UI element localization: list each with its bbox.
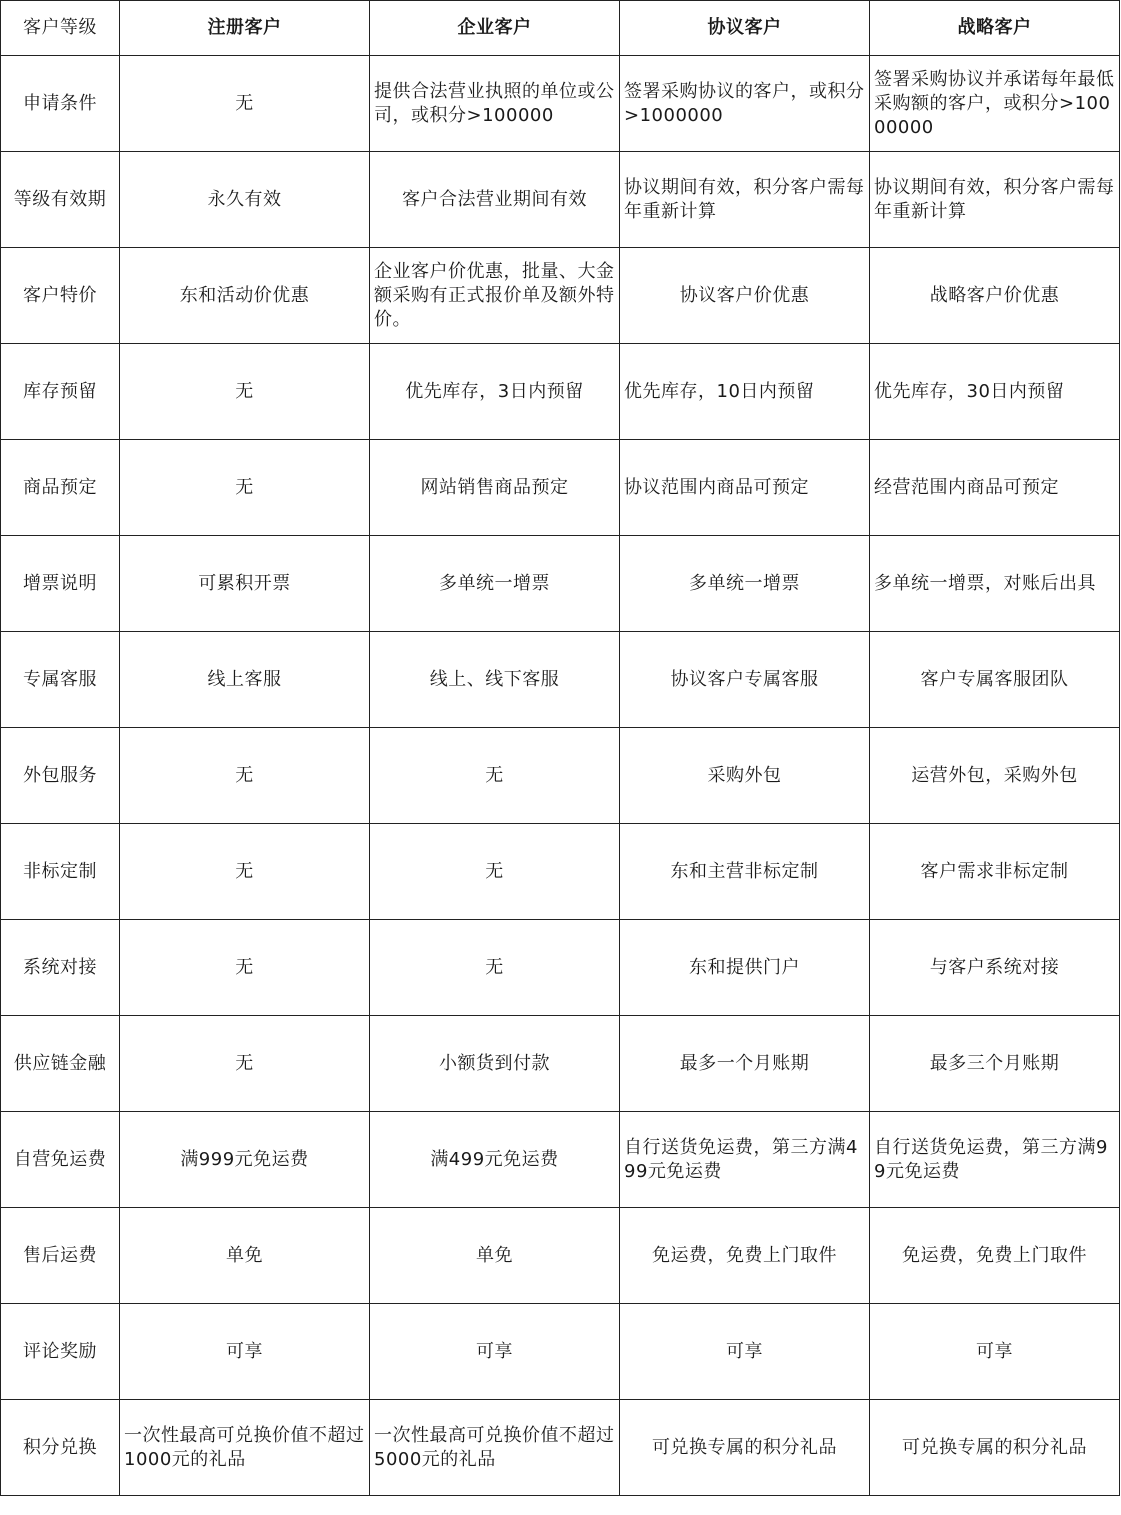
row-label: 售后运费 xyxy=(1,1208,120,1304)
table-row xyxy=(1,1400,1120,1496)
table-cell: 满999元免运费 xyxy=(120,1112,370,1208)
table-row xyxy=(1,920,1120,1016)
table-cell: 协议客户专属客服 xyxy=(620,632,870,728)
table-cell: 网站销售商品预定 xyxy=(370,440,620,536)
table-row xyxy=(1,248,1120,344)
table-cell: 可兑换专属的积分礼品 xyxy=(620,1400,870,1496)
row-label: 等级有效期 xyxy=(1,152,120,248)
row-label: 自营免运费 xyxy=(1,1112,120,1208)
table-cell: 单免 xyxy=(370,1208,620,1304)
table-cell: 无 xyxy=(120,728,370,824)
table-cell: 协议客户价优惠 xyxy=(620,248,870,344)
table-row xyxy=(1,56,1120,152)
row-label: 申请条件 xyxy=(1,56,120,152)
table-cell: 免运费，免费上门取件 xyxy=(870,1208,1120,1304)
table-cell: 协议范围内商品可预定 xyxy=(620,440,870,536)
table-cell: 小额货到付款 xyxy=(370,1016,620,1112)
table-cell: 无 xyxy=(120,440,370,536)
table-cell: 最多一个月账期 xyxy=(620,1016,870,1112)
table-cell: 可享 xyxy=(620,1304,870,1400)
table-cell: 无 xyxy=(370,824,620,920)
table-cell: 东和提供门户 xyxy=(620,920,870,1016)
header-registered: 注册客户 xyxy=(120,1,370,56)
table-cell: 可享 xyxy=(870,1304,1120,1400)
table-cell: 客户合法营业期间有效 xyxy=(370,152,620,248)
table-cell: 优先库存，3日内预留 xyxy=(370,344,620,440)
header-tier-label: 客户等级 xyxy=(1,1,120,56)
table-cell: 免运费，免费上门取件 xyxy=(620,1208,870,1304)
row-label: 评论奖励 xyxy=(1,1304,120,1400)
row-label: 商品预定 xyxy=(1,440,120,536)
table-cell: 协议期间有效，积分客户需每年重新计算 xyxy=(870,152,1120,248)
table-cell: 客户专属客服团队 xyxy=(870,632,1120,728)
header-agreement: 协议客户 xyxy=(620,1,870,56)
table-cell: 线上、线下客服 xyxy=(370,632,620,728)
table-cell: 东和活动价优惠 xyxy=(120,248,370,344)
table-cell: 无 xyxy=(120,56,370,152)
table-row xyxy=(1,344,1120,440)
table-cell: 自行送货免运费，第三方满99元免运费 xyxy=(870,1112,1120,1208)
table-row xyxy=(1,632,1120,728)
table-cell: 线上客服 xyxy=(120,632,370,728)
row-label: 外包服务 xyxy=(1,728,120,824)
table-row xyxy=(1,824,1120,920)
table-cell: 客户需求非标定制 xyxy=(870,824,1120,920)
table-row xyxy=(1,1304,1120,1400)
table-cell: 企业客户价优惠，批量、大金额采购有正式报价单及额外特价。 xyxy=(370,248,620,344)
table-cell: 无 xyxy=(370,920,620,1016)
table-cell: 单免 xyxy=(120,1208,370,1304)
table-cell: 采购外包 xyxy=(620,728,870,824)
table-row xyxy=(1,1016,1120,1112)
row-label: 客户特价 xyxy=(1,248,120,344)
table-row xyxy=(1,440,1120,536)
header-strategic: 战略客户 xyxy=(870,1,1120,56)
table-cell: 无 xyxy=(120,920,370,1016)
table-cell: 多单统一增票，对账后出具 xyxy=(870,536,1120,632)
table-cell: 签署采购协议的客户，或积分>1000000 xyxy=(620,56,870,152)
table-cell: 最多三个月账期 xyxy=(870,1016,1120,1112)
row-label: 专属客服 xyxy=(1,632,120,728)
row-label: 供应链金融 xyxy=(1,1016,120,1112)
table-cell: 协议期间有效，积分客户需每年重新计算 xyxy=(620,152,870,248)
table-cell: 可兑换专属的积分礼品 xyxy=(870,1400,1120,1496)
table-cell: 签署采购协议并承诺每年最低采购额的客户，或积分>10000000 xyxy=(870,56,1120,152)
table-row xyxy=(1,728,1120,824)
row-label: 库存预留 xyxy=(1,344,120,440)
row-label: 增票说明 xyxy=(1,536,120,632)
table-cell: 多单统一增票 xyxy=(370,536,620,632)
table-cell: 提供合法营业执照的单位或公司，或积分>100000 xyxy=(370,56,620,152)
table-cell: 经营范围内商品可预定 xyxy=(870,440,1120,536)
table-cell: 运营外包，采购外包 xyxy=(870,728,1120,824)
table-cell: 可累积开票 xyxy=(120,536,370,632)
table-cell: 优先库存，10日内预留 xyxy=(620,344,870,440)
row-label: 积分兑换 xyxy=(1,1400,120,1496)
table-body xyxy=(1,56,1120,1496)
table-cell: 多单统一增票 xyxy=(620,536,870,632)
table-row xyxy=(1,152,1120,248)
table-row xyxy=(1,1112,1120,1208)
table-cell: 无 xyxy=(370,728,620,824)
table-cell: 满499元免运费 xyxy=(370,1112,620,1208)
table-cell: 自行送货免运费，第三方满499元免运费 xyxy=(620,1112,870,1208)
table-cell: 无 xyxy=(120,824,370,920)
row-label: 非标定制 xyxy=(1,824,120,920)
table-cell: 一次性最高可兑换价值不超过5000元的礼品 xyxy=(370,1400,620,1496)
table-row xyxy=(1,1208,1120,1304)
table-cell: 可享 xyxy=(370,1304,620,1400)
table-row xyxy=(1,536,1120,632)
table-cell: 无 xyxy=(120,344,370,440)
header-enterprise: 企业客户 xyxy=(370,1,620,56)
table-cell: 一次性最高可兑换价值不超过1000元的礼品 xyxy=(120,1400,370,1496)
table-cell: 战略客户价优惠 xyxy=(870,248,1120,344)
table-cell: 与客户系统对接 xyxy=(870,920,1120,1016)
table-cell: 无 xyxy=(120,1016,370,1112)
header-row xyxy=(1,1,1120,56)
table-cell: 永久有效 xyxy=(120,152,370,248)
table-cell: 可享 xyxy=(120,1304,370,1400)
table-cell: 东和主营非标定制 xyxy=(620,824,870,920)
row-label: 系统对接 xyxy=(1,920,120,1016)
table-cell: 优先库存，30日内预留 xyxy=(870,344,1120,440)
